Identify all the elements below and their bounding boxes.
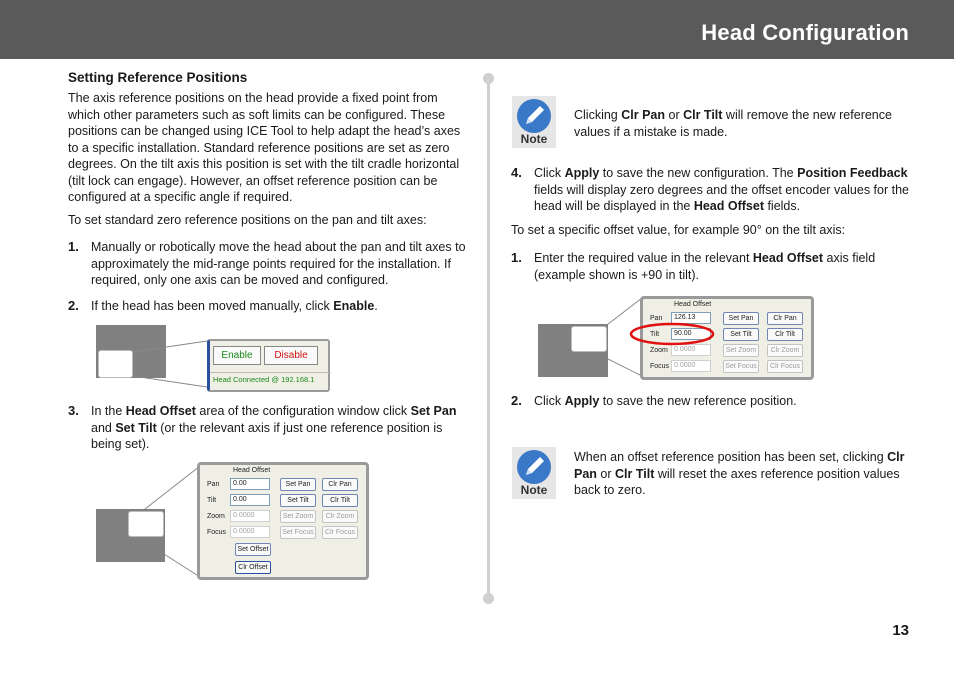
clr-zoom-button: Clr Zoom: [767, 344, 803, 357]
clr-tilt-button[interactable]: Clr Tilt: [322, 494, 358, 507]
step-number: 3.: [68, 403, 79, 418]
set-offset-button[interactable]: Set Offset: [235, 543, 271, 556]
step-1-text: Manually or robotically move the head about the pan and tilt axes to approximately the mid-range points required for the installation. If required, only one axis can be moved and configured.: [91, 240, 466, 287]
pan-label: Pan: [650, 315, 663, 322]
note-icon: [512, 447, 556, 499]
page-number: 13: [892, 622, 909, 639]
zoom-label: Zoom: [207, 513, 225, 520]
note-label: Note: [520, 132, 548, 146]
offset-step-2-text: Click Apply to save the new reference position.: [534, 394, 797, 408]
enable-button[interactable]: Enable: [213, 346, 261, 365]
pan-label: Pan: [207, 481, 220, 488]
divider-dot-bottom: [483, 593, 494, 604]
clr-focus-button: Clr Focus: [322, 526, 358, 539]
lead-paragraph: To set standard zero reference positions on the pan and tilt axes:: [68, 213, 427, 227]
set-zoom-button: Set Zoom: [723, 344, 759, 357]
clr-tilt-button[interactable]: Clr Tilt: [767, 328, 803, 341]
window-thumbnail: [96, 325, 166, 378]
note-1-text: Clicking Clr Pan or Clr Tilt will remove the new reference values if a mistake is made.: [574, 108, 892, 139]
focus-label: Focus: [650, 363, 670, 370]
note-label: Note: [520, 483, 548, 497]
page-title: Head Configuration: [701, 20, 909, 45]
step-4-text: Click Apply to save the new configuration. The Position Feedback fields will display zero degrees and the offset encoder values for the head will be displayed in the Head Offset fields.: [534, 166, 909, 213]
clr-pan-button[interactable]: Clr Pan: [322, 478, 358, 491]
step-number: 2.: [68, 298, 79, 313]
header-bar: [0, 0, 954, 59]
clr-offset-button[interactable]: Clr Offset: [235, 561, 271, 574]
set-pan-button[interactable]: Set Pan: [723, 312, 759, 325]
focus-field: 0.0000: [671, 360, 711, 372]
set-focus-button: Set Focus: [280, 526, 316, 539]
offset-step-1-text: Enter the required value in the relevant Head Offset axis field (example shown is +90 in tilt).: [534, 251, 876, 282]
clr-zoom-button: Clr Zoom: [322, 510, 358, 523]
clr-focus-button: Clr Focus: [767, 360, 803, 373]
set-zoom-button: Set Zoom: [280, 510, 316, 523]
focus-field: 0.0000: [230, 526, 270, 538]
tilt-label: Tilt: [650, 331, 660, 338]
tilt-field[interactable]: 0.00: [230, 494, 270, 506]
window-thumbnail: [96, 509, 165, 562]
tilt-label: Tilt: [207, 497, 217, 504]
pan-field[interactable]: 0.00: [230, 478, 270, 490]
disable-button[interactable]: Disable: [264, 346, 318, 365]
connection-status: Head Connected @ 192.168.1: [210, 372, 331, 387]
step-number: 2.: [511, 393, 522, 408]
set-tilt-button[interactable]: Set Tilt: [723, 328, 759, 341]
zoom-field: 0.0000: [671, 344, 711, 356]
panel-title: Head Offset: [674, 301, 712, 308]
head-offset-panel-2: [640, 296, 814, 380]
window-thumbnail: [538, 324, 608, 377]
zoom-label: Zoom: [650, 347, 668, 354]
step-number: 4.: [511, 165, 522, 180]
set-pan-button[interactable]: Set Pan: [280, 478, 316, 491]
note-2-text: When an offset reference position has been set, clicking Clr Pan or Clr Tilt will reset the axes reference position values back to zero.: [574, 450, 905, 497]
section-heading: Setting Reference Positions: [68, 70, 248, 85]
clr-pan-button[interactable]: Clr Pan: [767, 312, 803, 325]
panel-title: Head Offset: [233, 467, 271, 474]
head-offset-panel: [197, 462, 369, 580]
set-tilt-button[interactable]: Set Tilt: [280, 494, 316, 507]
pan-field[interactable]: 126.13: [671, 312, 711, 324]
step-3-text: In the Head Offset area of the configuration window click Set Pan and Set Tilt (or the relevant axis if just one reference position is being set).: [91, 404, 457, 451]
pen-icon: [517, 99, 551, 133]
set-focus-button: Set Focus: [723, 360, 759, 373]
step-number: 1.: [511, 250, 522, 265]
focus-label: Focus: [207, 529, 227, 536]
intro-paragraph: The axis reference positions on the head provide a fixed point from which other parameters such as soft limits can be configured. These positions can be changed using ICE Tool to help adapt the head’s axes to a specific installation. Standard reference positions are set as zero degrees. On the tilt axis this position is set with the tilt cradle horizontal (tilt lock can engage). However, an offset reference position can be configured at a specific angle if required.: [68, 91, 461, 204]
step-2-text: If the head has been moved manually, click Enable.: [91, 299, 378, 313]
zoom-field: 0.0000: [230, 510, 270, 522]
column-divider: [487, 78, 490, 598]
lead-paragraph-2: To set a specific offset value, for example 90° on the tilt axis:: [511, 223, 846, 237]
note-icon: [512, 96, 556, 148]
step-number: 1.: [68, 239, 79, 254]
enable-panel: [207, 339, 330, 392]
pen-icon: [517, 450, 551, 484]
tilt-field[interactable]: 90.00: [671, 328, 711, 340]
